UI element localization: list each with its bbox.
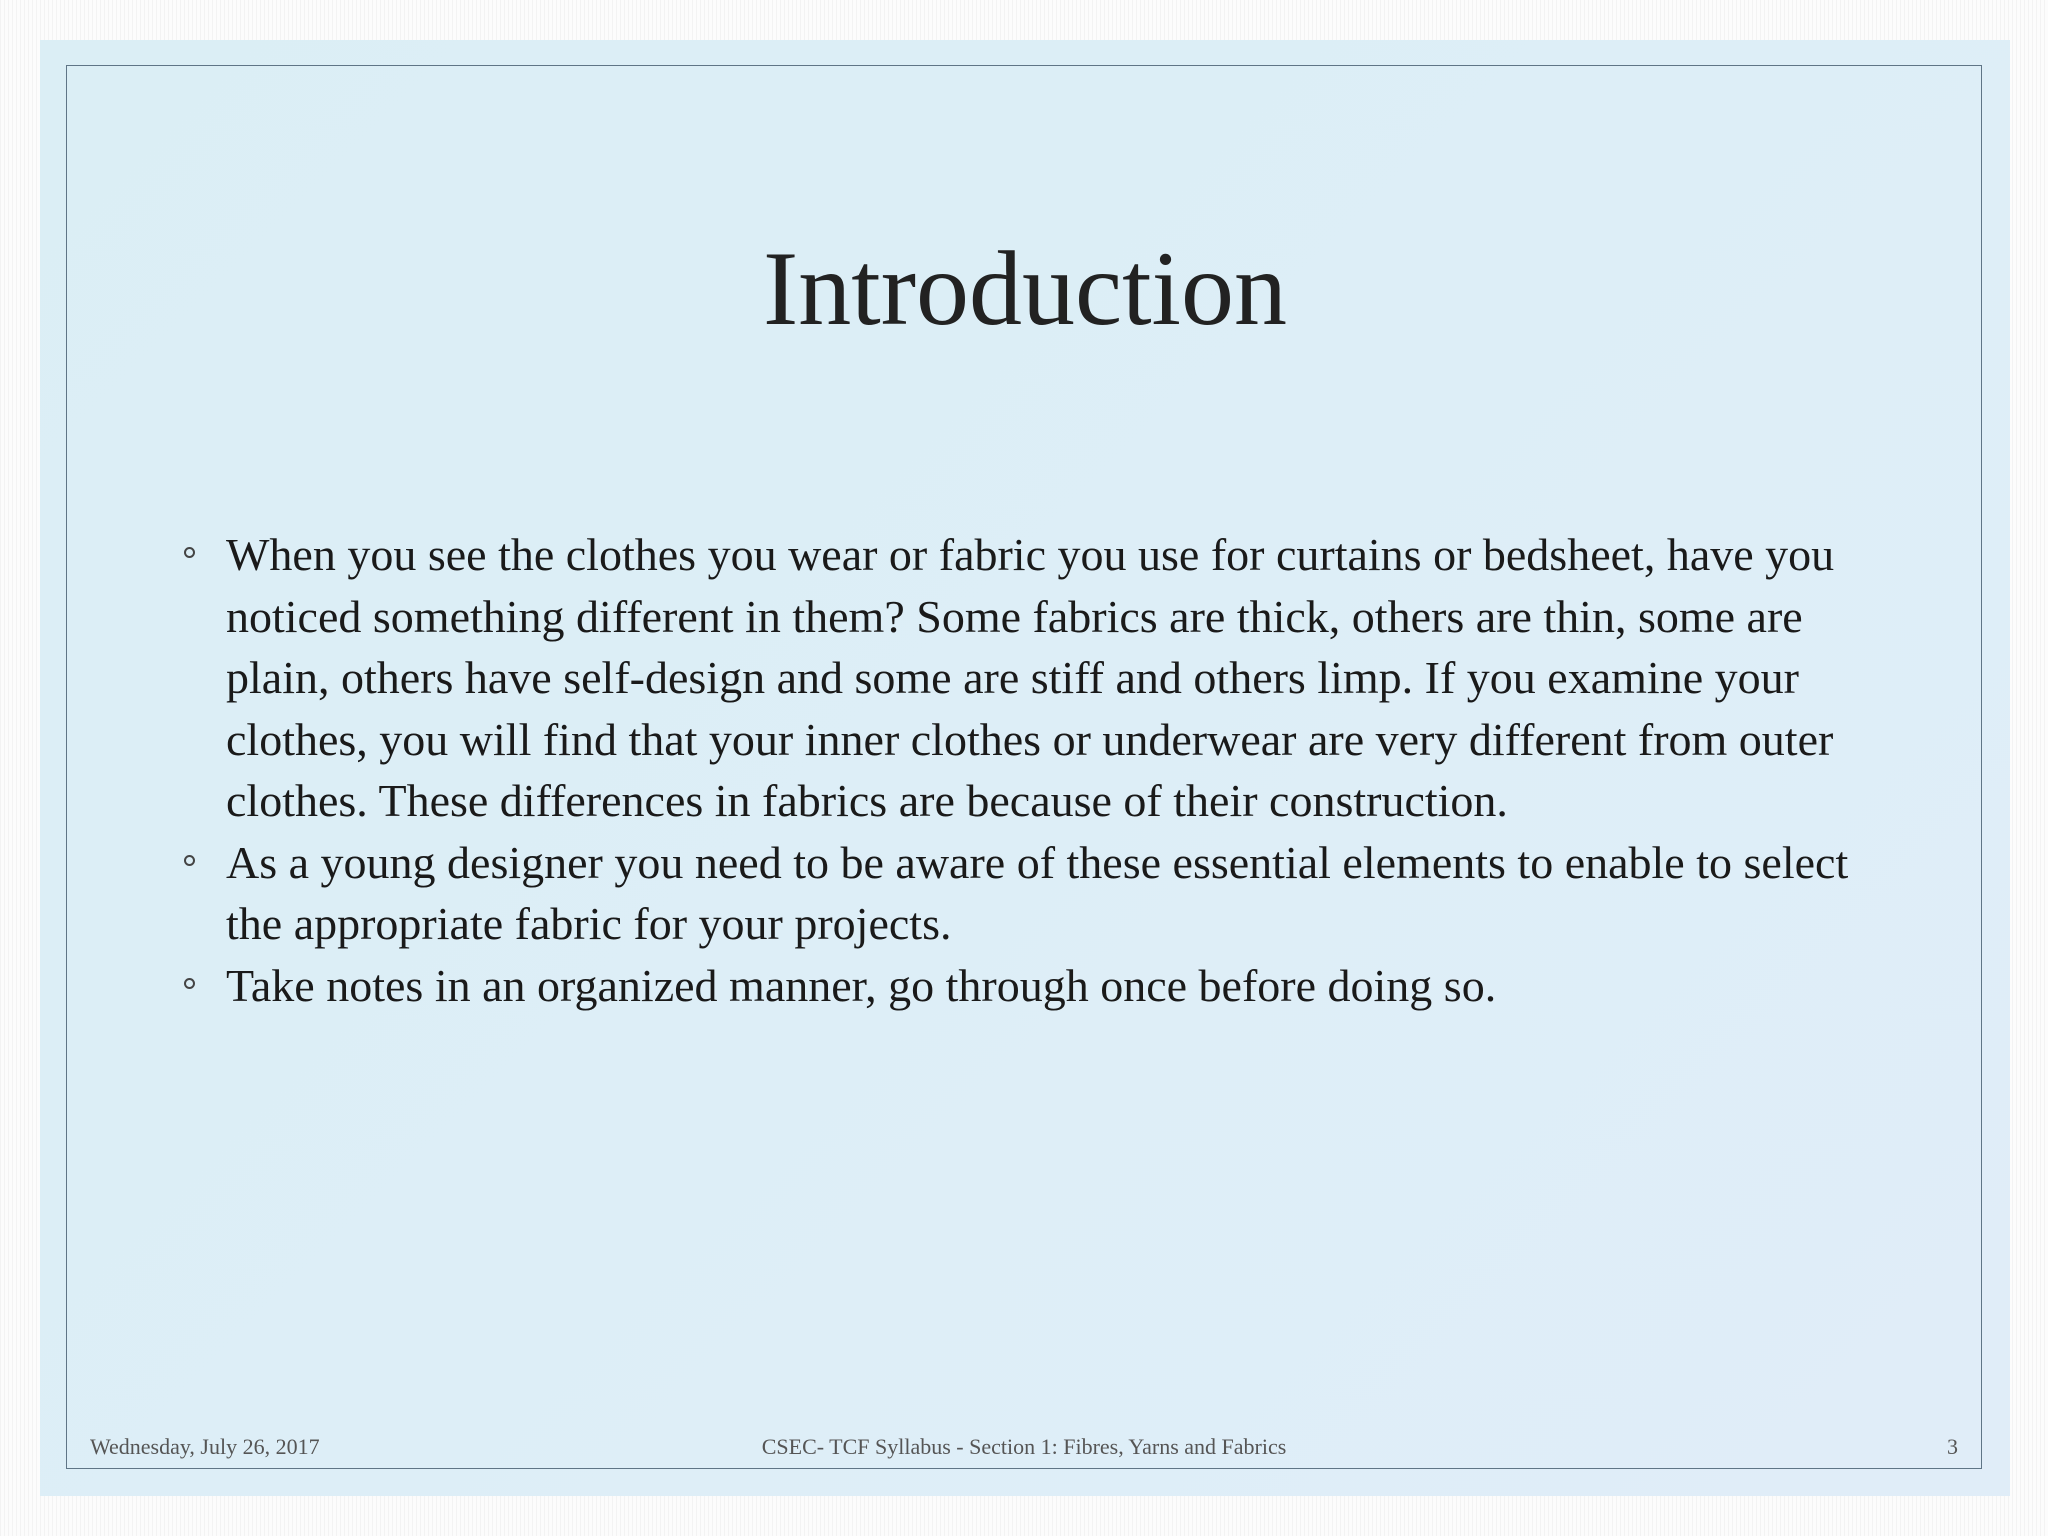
bullet-circle-icon bbox=[184, 547, 195, 558]
bullet-item bbox=[226, 832, 1906, 955]
footer-date: Wednesday, July 26, 2017 bbox=[90, 1434, 320, 1459]
slide bbox=[40, 40, 2010, 1496]
bullet-text: As a young designer you need to be aware of these essential elements to enable to select the appropriate fabric for your projects. bbox=[226, 836, 1849, 949]
bullet-text: When you see the clothes you wear or fabric you use for curtains or bedsheet, have you noticed something different in them? Some fabrics are thick, others are thin, some are plain, others have self-design and some are stiff and others limp. If you examine your clothes, you will find that your inner clothes or underwear are very different from outer clothes. These differences in fabrics are because of their construction. bbox=[226, 529, 1835, 826]
slide-title: Introduction bbox=[763, 230, 1287, 347]
footer-page-number: 3 bbox=[1947, 1434, 1958, 1459]
bullet-circle-icon bbox=[184, 855, 195, 866]
footer-title: CSEC- TCF Syllabus - Section 1: Fibres, Yarns and Fabrics bbox=[761, 1434, 1287, 1459]
bullet-circle-icon bbox=[184, 978, 195, 989]
bullet-list bbox=[226, 524, 1906, 1016]
bullet-text: Take notes in an organized manner, go through once before doing so. bbox=[226, 959, 1497, 1011]
bullet-item bbox=[226, 955, 1906, 1017]
bullet-item bbox=[226, 524, 1906, 832]
